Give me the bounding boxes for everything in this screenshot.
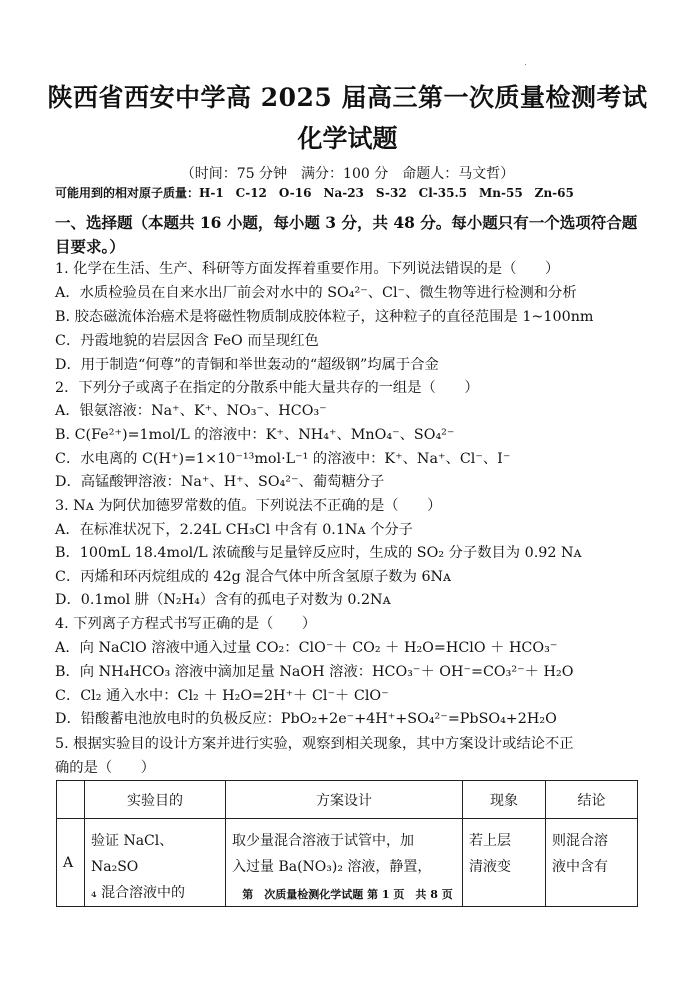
question-1-option-b: B. 胶态磁流体治癌术是将磁性物质制成胶体粒子，这种粒子的直径范围是 1~100nm <box>55 309 594 325</box>
exam-info: （时间：75 分钟 满分：100 分 命题人：马文哲） <box>180 166 515 182</box>
row-purpose-line1: 验证 NaCl、Na₂SO <box>91 833 174 875</box>
row-design-line2: 入过量 Ba(NO₃)₂ 溶液，静置， <box>232 859 432 875</box>
question-2-option-c: C．水电离的 C(H⁺)=1×10⁻¹³mol·L⁻¹ 的溶液中：K⁺、Na⁺、Cl⁻、I⁻ <box>55 451 511 467</box>
question-4-option-b: B．向 NH₄HCO₃ 溶液中滴加足量 NaOH 溶液：HCO₃⁻＋ OH⁻=CO₃²⁻＋ H₂O <box>55 664 574 680</box>
exam-subject-title: 化学试题 <box>297 124 398 153</box>
question-3-option-d: D．0.1mol 肼（N₂H₄）含有的孤电子对数为 0.2Nᴀ <box>55 592 391 608</box>
page-footer: 第 次质量检测化学试题 第 1 页 共 8 页 <box>242 888 453 901</box>
table-header-phenomenon: 现象 <box>463 781 546 819</box>
row-purpose-line2: ₄ 混合溶液中的 <box>91 885 186 901</box>
table-header-blank <box>57 781 85 819</box>
row-conclusion-line1: 则混合溶 <box>552 833 608 849</box>
section-heading-line1: 一、选择题（本题共 16 小题，每小题 3 分，共 48 分。每小题只有一个选项符合题 <box>55 213 638 232</box>
question-3-option-a: A．在标准状况下，2.24L CH₃Cl 中含有 0.1Nᴀ 个分子 <box>55 522 413 538</box>
question-5-stem-line1: 5. 根据实验目的设计方案并进行实验，观察到相关现象，其中方案设计或结论不正 <box>55 736 574 752</box>
table-header-conclusion: 结论 <box>546 781 638 819</box>
section-heading <box>55 211 645 259</box>
row-label: A <box>57 819 85 907</box>
question-2-option-d: D．高锰酸钾溶液：Na⁺、H⁺、SO₄²⁻、葡萄糖分子 <box>55 474 385 490</box>
question-5-stem-line2: 确的是（ ） <box>55 760 156 776</box>
row-phenomenon-line2: 清液变 <box>469 859 511 875</box>
question-2-option-b: B. C(Fe²⁺)=1mol/L 的溶液中：K⁺、NH₄⁺、MnO₄⁻、SO₄²⁻ <box>55 427 455 443</box>
question-1-option-c: C．丹霞地貌的岩层因含 FeO 而呈现红色 <box>55 333 319 349</box>
row-conclusion-line2: 液中含有 <box>552 859 608 875</box>
question-3-stem: 3. Nᴀ 为阿伏加德罗常数的值。下列说法不正确的是（ ） <box>55 498 442 514</box>
atomic-masses: 可能用到的相对原子质量：H-1 C-12 O-16 Na-23 S-32 Cl-35.5 Mn-55 Zn-65 <box>55 186 574 200</box>
question-4-stem: 4. 下列离子方程式书写正确的是（ ） <box>55 616 317 632</box>
question-3-option-c: C．丙烯和环丙烷组成的 42g 混合气体中所含氢原子数为 6Nᴀ <box>55 569 452 585</box>
question-3-option-b: B．100mL 18.4mol/L 浓硫酸与足量锌反应时，生成的 SO₂ 分子数目为 0.92 Nᴀ <box>55 545 582 561</box>
question-2-option-a: A．银氨溶液：Na⁺、K⁺、NO₃⁻、HCO₃⁻ <box>55 403 327 419</box>
question-1-option-d: D．用于制造“何尊”的青铜和举世轰动的“超级钢”均属于合金 <box>55 357 439 373</box>
question-4-option-c: C．Cl₂ 通入水中：Cl₂ ＋ H₂O=2H⁺＋ Cl⁻＋ ClO⁻ <box>55 688 389 704</box>
table-header-design: 方案设计 <box>226 781 463 819</box>
row-phenomenon-line1: 若上层 <box>469 833 511 849</box>
speck <box>525 64 526 65</box>
question-4-option-a: A．向 NaClO 溶液中通入过量 CO₂：ClO⁻＋ CO₂ ＋ H₂O=HClO ＋ HCO₃⁻ <box>55 640 558 656</box>
row-design-line1: 取少量混合溶液于试管中，加 <box>232 833 414 849</box>
table-header-row <box>57 781 638 819</box>
question-1-option-a: A．水质检验员在自来水出厂前会对水中的 SO₄²⁻、Cl⁻、微生物等进行检测和分析 <box>55 285 577 301</box>
table-header-purpose: 实验目的 <box>85 781 226 819</box>
question-2-stem: 2．下列分子或离子在指定的分散系中能大量共存的一组是（ ） <box>55 380 479 396</box>
exam-title: 陕西省西安中学高 2025 届高三第一次质量检测考试 <box>47 83 648 112</box>
question-4-option-d: D．铅酸蓄电池放电时的负极反应：PbO₂+2e⁻+4H⁺+SO₄²⁻=PbSO₄+2H₂O <box>55 711 557 727</box>
section-heading-line2: 目要求。） <box>55 237 125 256</box>
question-1-stem: 1. 化学在生活、生产、科研等方面发挥着重要作用。下列说法错误的是（ ） <box>55 261 560 277</box>
